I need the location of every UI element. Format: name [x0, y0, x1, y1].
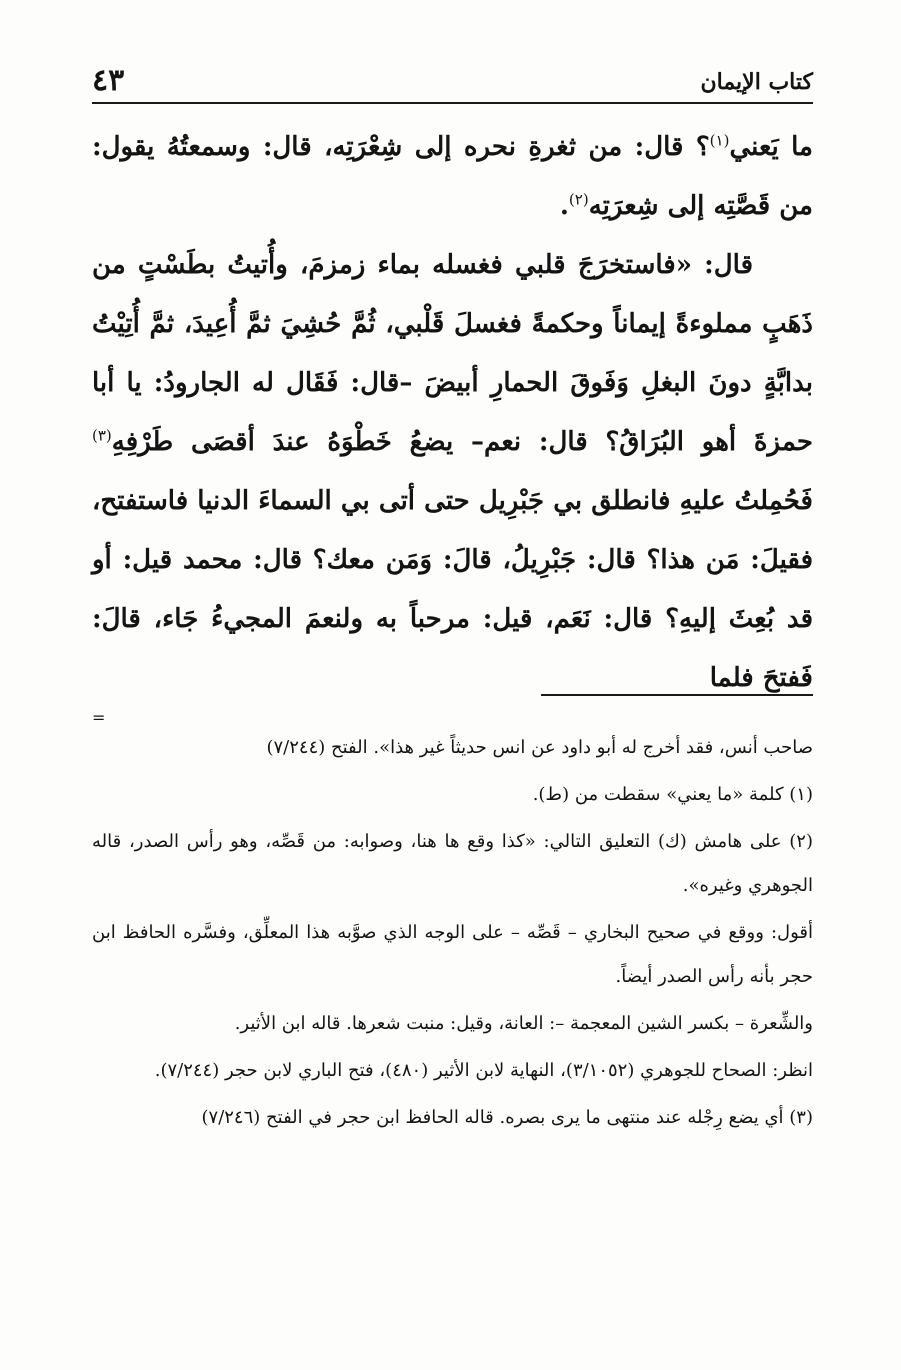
page-number: ٤٣ [92, 63, 125, 98]
footnote-text: انظر: الصحاح للجوهري (٣/١٠٥٢)، النهاية لابن الأثير (٤٨٠)، فتح الباري لابن حجر (٧/٢٤٤). [154, 1060, 813, 1081]
page-header [92, 62, 813, 104]
footnote-1 [92, 773, 813, 817]
footnote-reference: (١) [709, 131, 730, 150]
footnotes [92, 726, 813, 1140]
footnote-reference: (٢) [568, 190, 589, 209]
main-text [92, 118, 813, 708]
running-title: كتاب الإيمان [700, 69, 813, 95]
body-text-run: قال: «فاستخرَجَ قلبي فغسله بماء زمزمَ، وأُتيتُ بطَسْتٍ من ذَهَبٍ مملوءةً إيماناً وحكمةً فغسلَ قَلْبي، ثُمَّ حُشِيَ ثمَّ أُعِيدَ، ثمَّ أُتِيْتُ بدابَّةٍ دونَ البغلِ وَفَوقَ الحمارِ أبيضَ –قال: فَقَال له الجارودُ: يا أبا حمزةَ أهو البُرَاقُ؟ قال: نعم– يضعُ خَطْوَهُ عندَ أقصَى طَرْفِهِ [92, 250, 813, 457]
footnote-reference: (٣) [92, 426, 112, 445]
continuation-mark: = [92, 708, 106, 727]
body-text-run: . [559, 191, 569, 221]
body-text-run: فَحُمِلتُ عليهِ فانطلق بي جَبْرِيل حتى أتى بي السماءَ الدنيا فاستفتح، فقيلَ: مَن هذا؟ قال: جَبْرِيلُ، قالَ: وَمَن معك؟ قال: محمد قيل: أو قد بُعِثَ إليهِ؟ قال: نَعَم، قيل: مرحباً به ولنعمَ المجيءُ جَاء، قالَ: فَفتحَ فلما [92, 486, 813, 693]
body-text-run: ما يَعني [729, 132, 813, 162]
footnote-3 [92, 1096, 813, 1140]
footnote-separator [541, 694, 813, 696]
footnote-continuation: صاحب أنس، فقد أخرج له أبو داود عن انس حديثاً غير هذا». الفتح (٧/٢٤٤) [266, 737, 813, 758]
body-text-run: ؟ قال: من ثغرةِ نحره إلى شِعْرَتِه، قال: وسمعتُهُ يقول: من قَصَّتِه إلى شِعرَتِه [92, 132, 813, 221]
footnote-text: والشِّعرة – بكسر الشين المعجمة –: العانة، وقيل: منبت شعرها. قاله ابن الأثير. [234, 1013, 813, 1034]
footnote-text: (١) كلمة «ما يعني» سقطت من (ط). [532, 784, 813, 805]
footnote-text: (٢) على هامش (ك) التعليق التالي: «كذا وقع ها هنا، وصوابه: من قَصِّه، وهو رأس الصدر، قاله الجوهري وغيره». [92, 831, 813, 896]
body-paragraph [92, 236, 813, 708]
footnote-2 [92, 820, 813, 1093]
body-paragraph [92, 118, 813, 236]
footnote-text: أقول: ووقع في صحيح البخاري – قَصِّه – على الوجه الذي صوَّبه هذا المعلِّق، وفسَّره الحافظ ابن حجر بأنه رأس الصدر أيضاً. [92, 922, 813, 987]
footnote-text: (٣) أي يضع رِجْله عند منتهى ما يرى بصره. قاله الحافظ ابن حجر في الفتح (٧/٢٤٦) [201, 1107, 813, 1128]
